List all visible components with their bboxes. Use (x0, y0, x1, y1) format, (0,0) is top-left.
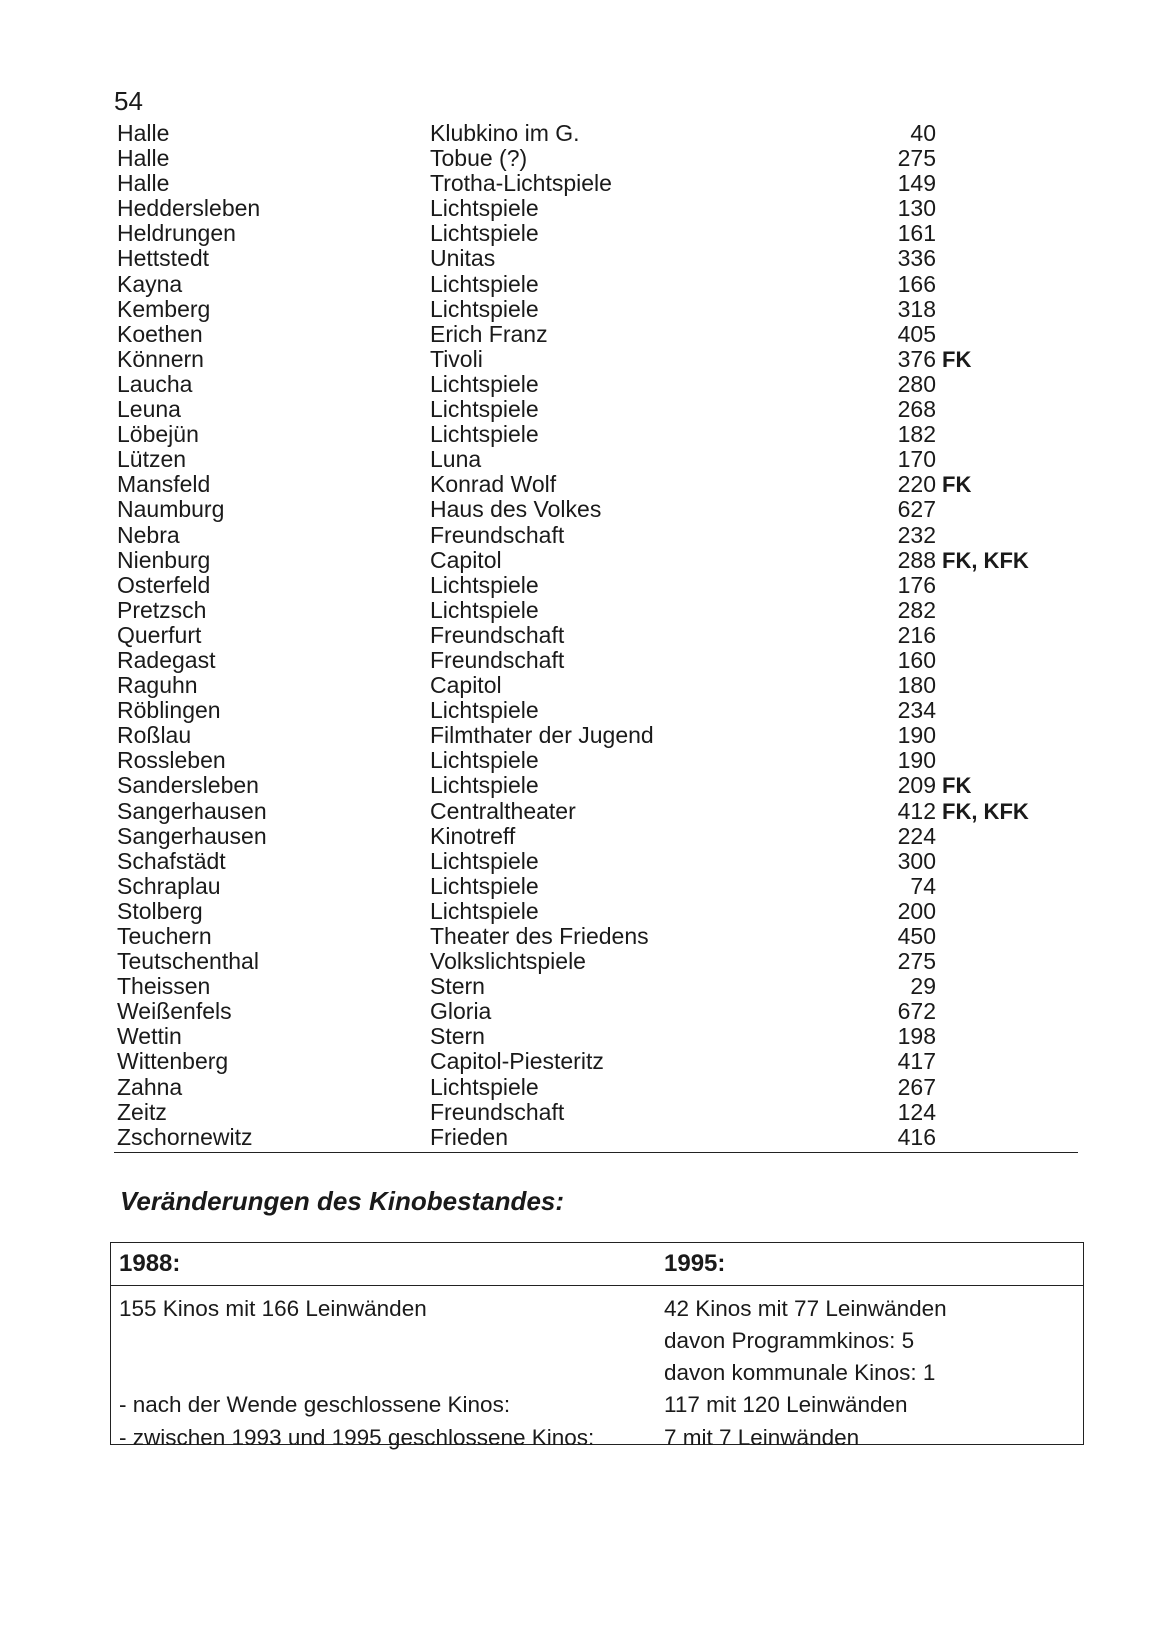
closed-1993-1995-value: 7 mit 7 Leinwänden (664, 1425, 860, 1450)
closed-1993-1995-label: - zwischen 1993 und 1995 geschlossene Kinos: (119, 1425, 595, 1450)
town-cell: Halle (117, 120, 170, 146)
cinema-row (114, 297, 1078, 322)
cinema-row (114, 523, 1078, 548)
cinema-name-cell: Lichtspiele (430, 571, 539, 598)
cinema-row (114, 146, 1078, 171)
cinema-name-cell: Erich Franz (430, 320, 548, 347)
cinema-name-cell: Lichtspiele (430, 1073, 539, 1100)
cinema-name-cell: Lichtspiele (430, 747, 539, 774)
seats-cell: 275 (897, 948, 936, 975)
seats-cell: 232 (897, 521, 936, 548)
town-cell: Sandersleben (117, 772, 259, 799)
cinema-name-cell: Klubkino im G. (430, 120, 580, 146)
seats-cell: 160 (897, 646, 936, 673)
cinema-row (114, 548, 1078, 573)
town-cell: Halle (117, 145, 170, 172)
town-cell: Zahna (117, 1073, 183, 1100)
seats-cell: 190 (897, 747, 936, 774)
cinema-row (114, 121, 1078, 146)
seats-cell: 268 (897, 396, 936, 423)
seats-cell: 627 (897, 496, 936, 523)
town-cell: Halle (117, 170, 170, 197)
seats-cell: 416 (897, 1123, 936, 1150)
cinema-name-cell: Lichtspiele (430, 396, 539, 423)
changes-table-header (111, 1243, 1083, 1286)
note-cell: FK, KFK (942, 547, 1029, 573)
cinema-name-cell: Freundschaft (430, 621, 565, 648)
town-cell: Nebra (117, 521, 180, 548)
cinema-row (114, 849, 1078, 874)
cinema-name-cell: Tobue (?) (430, 145, 528, 172)
town-cell: Raguhn (117, 672, 198, 699)
cinema-name-cell: Lichtspiele (430, 220, 539, 247)
town-cell: Sangerhausen (117, 797, 267, 824)
cinema-name-cell: Capitol (430, 546, 502, 573)
cinema-name-cell: Volkslichtspiele (430, 948, 586, 975)
cinema-row (114, 974, 1078, 999)
town-cell: Hettstedt (117, 245, 210, 272)
town-cell: Naumburg (117, 496, 225, 523)
seats-cell: 300 (897, 847, 936, 874)
cinema-name-cell: Haus des Volkes (430, 496, 602, 523)
cinema-name-cell: Lichtspiele (430, 697, 539, 724)
seats-cell: 74 (910, 872, 936, 899)
seats-cell: 280 (897, 370, 936, 397)
cinema-name-cell: Lichtspiele (430, 772, 539, 799)
town-cell: Leuna (117, 396, 181, 423)
seats-cell: 198 (897, 1023, 936, 1050)
town-cell: Nienburg (117, 546, 211, 573)
town-cell: Könnern (117, 345, 204, 372)
town-cell: Heddersleben (117, 195, 261, 222)
cinema-name-cell: Kinotreff (430, 822, 516, 849)
note-cell: FK (942, 472, 972, 498)
cinema-row (114, 497, 1078, 522)
cinema-row (114, 748, 1078, 773)
town-cell: Lützen (117, 446, 187, 473)
cinema-row (114, 372, 1078, 397)
header-1995: 1995: (664, 1250, 726, 1277)
program-cinemas-1995: davon Programmkinos: 5 (664, 1328, 915, 1353)
cinema-row (114, 171, 1078, 196)
cinema-row (114, 799, 1078, 824)
seats-cell: 288 (897, 546, 936, 573)
cinema-name-cell: Stern (430, 973, 485, 1000)
cinema-name-cell: Lichtspiele (430, 872, 539, 899)
seats-cell: 180 (897, 672, 936, 699)
cinema-row (114, 246, 1078, 271)
page-number: 54 (114, 86, 143, 116)
cinema-row (114, 447, 1078, 472)
cinema-name-cell: Lichtspiele (430, 195, 539, 222)
cinema-name-cell: Capitol (430, 672, 502, 699)
cinema-row (114, 673, 1078, 698)
seats-cell: 376 (897, 345, 936, 372)
seats-cell: 220 (897, 471, 936, 498)
town-cell: Kemberg (117, 295, 211, 322)
cinema-name-cell: Freundschaft (430, 646, 565, 673)
seats-cell: 124 (897, 1098, 936, 1125)
cinema-name-cell: Tivoli (430, 345, 483, 372)
cinema-name-cell: Stern (430, 1023, 485, 1050)
seats-cell: 267 (897, 1073, 936, 1100)
cinema-name-cell: Lichtspiele (430, 421, 539, 448)
seats-cell: 161 (897, 220, 936, 247)
cinema-row (114, 874, 1078, 899)
cinema-name-cell: Unitas (430, 245, 496, 272)
cinema-row (114, 723, 1078, 748)
cinema-row (114, 196, 1078, 221)
cinema-name-cell: Lichtspiele (430, 596, 539, 623)
cinema-name-cell: Konrad Wolf (430, 471, 557, 498)
town-cell: Röblingen (117, 697, 221, 724)
note-cell: FK, KFK (942, 798, 1029, 824)
seats-cell: 412 (897, 797, 936, 824)
seats-cell: 216 (897, 621, 936, 648)
cinema-row (114, 924, 1078, 949)
seats-cell: 40 (910, 120, 936, 146)
town-cell: Stolberg (117, 897, 203, 924)
cinema-name-cell: Filmthater der Jugend (430, 722, 654, 749)
town-cell: Radegast (117, 646, 216, 673)
town-cell: Heldrungen (117, 220, 236, 247)
town-cell: Teuchern (117, 923, 212, 949)
note-cell: FK (942, 773, 972, 799)
cinema-row (114, 322, 1078, 347)
town-cell: Wettin (117, 1023, 182, 1050)
cinema-row (114, 773, 1078, 798)
seats-cell: 170 (897, 446, 936, 473)
seats-cell: 318 (897, 295, 936, 322)
town-cell: Sangerhausen (117, 822, 267, 849)
cinema-row (114, 347, 1078, 372)
cinema-name-cell: Lichtspiele (430, 270, 539, 297)
cinema-name-cell: Luna (430, 446, 482, 473)
cinema-row (114, 272, 1078, 297)
cinema-row (114, 648, 1078, 673)
cinema-row (114, 949, 1078, 974)
town-cell: Mansfeld (117, 471, 211, 498)
town-cell: Schraplau (117, 872, 221, 899)
cinema-row (114, 1100, 1078, 1125)
town-cell: Osterfeld (117, 571, 211, 598)
header-1988: 1988: (119, 1250, 181, 1277)
cinema-name-cell: Trotha-Lichtspiele (430, 170, 612, 197)
cinema-row (114, 598, 1078, 623)
cinema-row (114, 999, 1078, 1024)
cinema-row (114, 623, 1078, 648)
cinema-name-cell: Lichtspiele (430, 897, 539, 924)
cinema-name-cell: Lichtspiele (430, 370, 539, 397)
seats-cell: 336 (897, 245, 936, 272)
seats-cell: 405 (897, 320, 936, 347)
town-cell: Weißenfels (117, 998, 232, 1025)
town-cell: Theissen (117, 973, 211, 1000)
changes-table (110, 1242, 1084, 1450)
cinema-name-cell: Lichtspiele (430, 847, 539, 874)
cinema-name-cell: Centraltheater (430, 797, 576, 824)
seats-cell: 130 (897, 195, 936, 222)
cinema-row (114, 472, 1078, 497)
seats-cell: 182 (897, 421, 936, 448)
cinema-name-cell: Frieden (430, 1123, 508, 1150)
cinema-row (114, 698, 1078, 723)
cinema-list (114, 121, 1078, 1153)
seats-cell: 275 (897, 145, 936, 172)
cinema-row (114, 899, 1078, 924)
seats-cell: 672 (897, 998, 936, 1025)
town-cell: Querfurt (117, 621, 202, 648)
seats-cell: 417 (897, 1048, 936, 1075)
cinema-row (114, 1024, 1078, 1049)
cinema-row (114, 397, 1078, 422)
town-cell: Laucha (117, 370, 193, 397)
cinema-name-cell: Gloria (430, 998, 492, 1025)
town-cell: Kayna (117, 270, 183, 297)
town-cell: Löbejün (117, 421, 199, 448)
town-cell: Teutschenthal (117, 948, 259, 975)
seats-cell: 149 (897, 170, 936, 197)
section-title: Veränderungen des Kinobestandes: (120, 1186, 565, 1216)
cinemas-1995: 42 Kinos mit 77 Leinwänden (664, 1296, 947, 1321)
cinema-row (114, 221, 1078, 246)
town-cell: Pretzsch (117, 596, 207, 623)
seats-cell: 450 (897, 923, 936, 949)
cinema-row (114, 824, 1078, 849)
seats-cell: 166 (897, 270, 936, 297)
closed-after-wende-value: 117 mit 120 Leinwänden (664, 1392, 908, 1417)
town-cell: Rossleben (117, 747, 226, 774)
seats-cell: 190 (897, 722, 936, 749)
cinema-name-cell: Capitol-Piesteritz (430, 1048, 604, 1075)
municipal-cinemas-1995: davon kommunale Kinos: 1 (664, 1360, 936, 1385)
town-cell: Koethen (117, 320, 203, 347)
town-cell: Schafstädt (117, 847, 226, 874)
seats-cell: 224 (897, 822, 936, 849)
cinema-name-cell: Lichtspiele (430, 295, 539, 322)
closed-after-wende-label: - nach der Wende geschlossene Kinos: (119, 1392, 511, 1417)
seats-cell: 176 (897, 571, 936, 598)
seats-cell: 209 (897, 772, 936, 799)
cinema-row (114, 422, 1078, 447)
seats-cell: 282 (897, 596, 936, 623)
cinema-row (114, 1075, 1078, 1100)
town-cell: Wittenberg (117, 1048, 229, 1075)
town-cell: Zeitz (117, 1098, 167, 1125)
cinema-name-cell: Freundschaft (430, 1098, 565, 1125)
town-cell: Roßlau (117, 722, 192, 749)
cinema-row (114, 573, 1078, 598)
seats-cell: 234 (897, 697, 936, 724)
cinema-row (114, 1049, 1078, 1074)
note-cell: FK (942, 346, 972, 372)
cinema-row (114, 1125, 1078, 1150)
seats-cell: 29 (910, 973, 936, 1000)
cinemas-1988: 155 Kinos mit 166 Leinwänden (119, 1296, 427, 1321)
seats-cell: 200 (897, 897, 936, 924)
cinema-name-cell: Theater des Friedens (430, 923, 649, 949)
cinema-name-cell: Freundschaft (430, 521, 565, 548)
town-cell: Zschornewitz (117, 1123, 253, 1150)
